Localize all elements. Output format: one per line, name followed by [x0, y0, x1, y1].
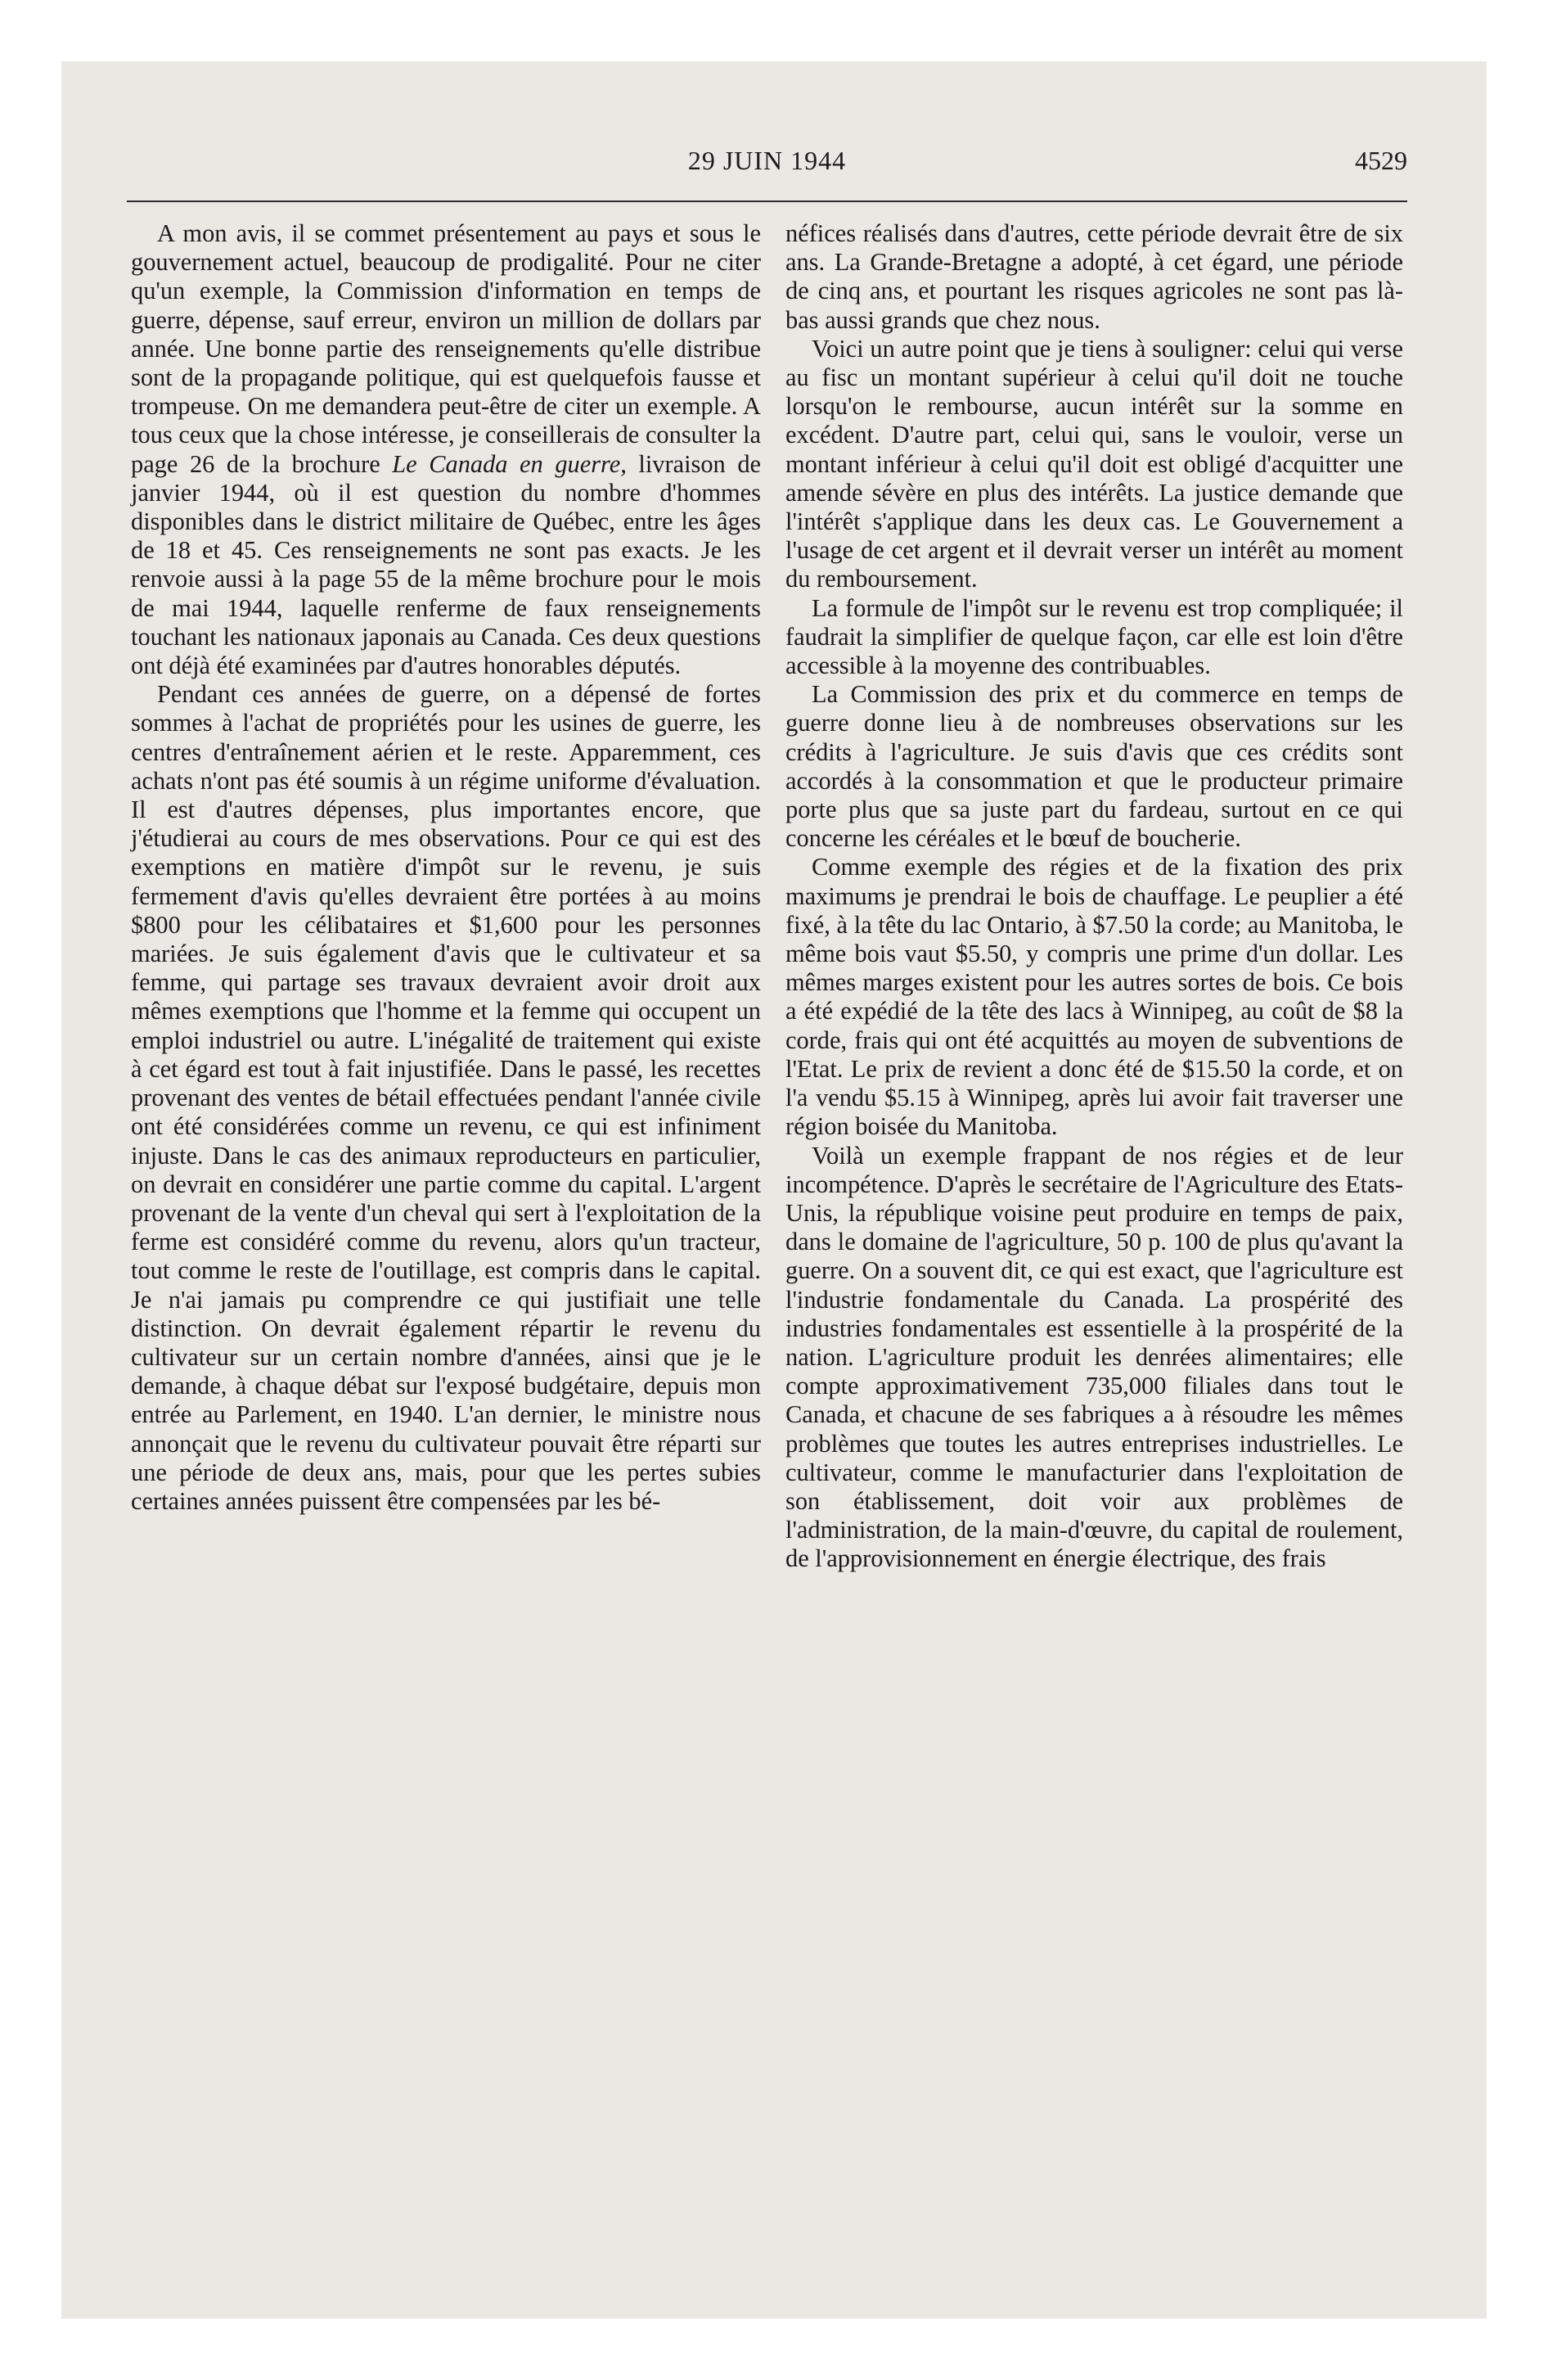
paragraph: La Commission des prix et du commerce en temps de guerre donne lieu à de nombreuses observations sur les crédits à l'agriculture. Je suis d'avis que ces crédits sont accordés à la consommation et que le producteur primaire porte plus que sa juste part du fardeau, surtout en ce qui concerne les céréales et le bœuf de boucherie.: [785, 680, 1403, 853]
paragraph: [131, 219, 761, 680]
right-column: [785, 219, 1403, 1574]
header-date: 29 JUIN 1944: [687, 146, 847, 175]
header-rule: [127, 201, 1407, 202]
left-column: [131, 219, 761, 1516]
paragraph: Voilà un exemple frappant de nos régies et de leur incompétence. D'après le secrétaire de l'Agriculture des Etats-Unis, la république voisine peut produire en temps de paix, dans le domaine de l'agriculture, 50 p. 100 de plus qu'avant la guerre. On a souvent dit, ce qui est exact, que l'agriculture est l'industrie fondamentale du Canada. La prospérité des industries fondamentales est essentielle à la prospérité de la nation. L'agriculture produit les denrées alimentaires; elle compte approximativement 735,000 filiales dans tout le Canada, et chacune de ses fabriques a à résoudre les mêmes problèmes que toutes les autres entreprises industrielles. Le cultivateur, comme le manufacturier dans l'exploitation de son établissement, doit voir aux problèmes de l'administration, de la main-d'œuvre, du capital de roulement, de l'approvisionnement en énergie électrique, des frais: [785, 1141, 1403, 1573]
publication-title: Le Canada en guerre,: [392, 449, 627, 478]
paragraph-text: A mon avis, il se commet présentement au pays et sous le gouvernement actuel, beaucoup de prodigalité. Pour ne citer qu'un exemple, la Commission d'information en temps de guerre, dépense, sauf erreur, environ un million de dollars par année. Une bonne partie des renseignements qu'elle distribue sont de la propagande politique, qui est quelquefois fausse et trompeuse. On me demandera peut-être de citer un exemple. A tous ceux que la chose intéresse, je conseillerais de consulter la page 26 de la brochure: [131, 219, 761, 478]
page-header: [127, 146, 1407, 187]
paragraph-text: livraison de janvier 1944, où il est question du nombre d'hommes disponibles dans le district militaire de Québec, entre les âges de 18 et 45. Ces renseignements ne sont pas exacts. Je les renvoie aussi à la page 55 de la même brochure pour le mois de mai 1944, laquelle renferme de faux renseignements touchant les nationaux japonais au Canada. Ces deux questions ont déjà été examinées par d'autres honorables députés.: [131, 449, 762, 680]
paragraph: Pendant ces années de guerre, on a dépensé de fortes sommes à l'achat de propriétés pour les usines de guerre, les centres d'entraînement aérien et le reste. Apparemment, ces achats n'ont pas été soumis à un régime uniforme d'évaluation. Il est d'autres dépenses, plus importantes encore, que j'étudierai au cours de mes observations. Pour ce qui est des exemptions en matière d'impôt sur le revenu, je suis fermement d'avis qu'elles devraient être portées à au moins $800 pour les célibataires et $1,600 pour les personnes mariées. Je suis également d'avis que le cultivateur et sa femme, qui partage ses travaux devraient avoir droit aux mêmes exemptions que l'homme et la femme qui occupent un emploi industriel ou autre. L'inégalité de traitement qui existe à cet égard est tout à fait injustifiée. Dans le passé, les recettes provenant des ventes de bétail effectuées pendant l'année civile ont été considérées comme un revenu, ce qui est infiniment injuste. Dans le cas des animaux reproducteurs en particulier, on devrait en considérer une partie comme du capital. L'argent provenant de la vente d'un cheval qui sert à l'exploitation de la ferme est considéré comme du revenu, alors qu'un tracteur, tout comme le reste de l'outillage, est compris dans le capital. Je n'ai jamais pu comprendre ce qui justifiait une telle distinction. On devrait également répartir le revenu du cultivateur sur un certain nombre d'années, ainsi que je le demande, à chaque débat sur l'exposé budgétaire, depuis mon entrée au Parlement, en 1940. L'an dernier, le ministre nous annonçait que le revenu du cultivateur pouvait être réparti sur une période de deux ans, mais, pour que les pertes subies certaines années puissent être compensées par les bé-: [131, 680, 761, 1515]
page-number: 4529: [1355, 146, 1407, 175]
paragraph: Comme exemple des régies et de la fixation des prix maximums je prendrai le bois de chauffage. Le peuplier a été fixé, à la tête du lac Ontario, à $7.50 la corde; au Manitoba, le même bois vaut $5.50, y compris une prime d'un dollar. Les mêmes marges existent pour les autres sortes de bois. Ce bois a été expédié de la tête des lacs à Winnipeg, au coût de $8 la corde, frais qui ont été acquittés au moyen de subventions de l'Etat. Le prix de revient a donc été de $15.50 la corde, et on l'a vendu $5.15 à Winnipeg, après lui avoir fait traverser une région boisée du Manitoba.: [785, 853, 1403, 1141]
paragraph: Voici un autre point que je tiens à souligner: celui qui verse au fisc un montant supérieur à celui qu'il doit ne touche lorsqu'on le rembourse, aucun intérêt sur la somme en excédent. D'autre part, celui qui, sans le vouloir, verse un montant inférieur à celui qu'il doit est obligé d'acquitter une amende sévère en plus des intérêts. La justice demande que l'intérêt s'applique dans les deux cas. Le Gouvernement a l'usage de cet argent et il devrait verser un intérêt au moment du remboursement.: [785, 334, 1403, 593]
paragraph: La formule de l'impôt sur le revenu est trop compliquée; il faudrait la simplifier de quelque façon, car elle est loin d'être accessible à la moyenne des contribuables.: [785, 593, 1403, 680]
paragraph-continuation: néfices réalisés dans d'autres, cette période devrait être de six ans. La Grande-Bretagne a adopté, à cet égard, une période de cinq ans, et pourtant les risques agricoles ne sont pas là-bas aussi grands que chez nous.: [785, 219, 1403, 334]
